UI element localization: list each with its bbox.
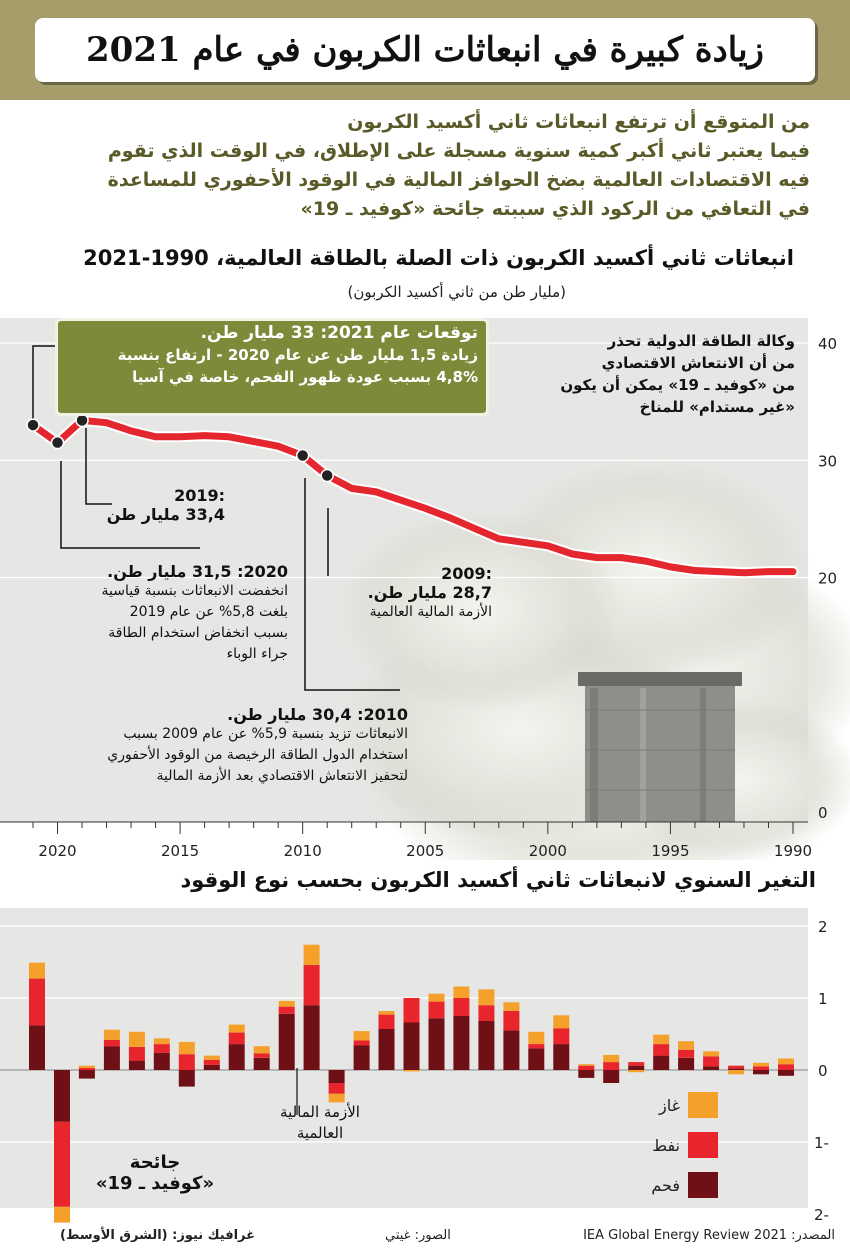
chart1-x-tick-label: 2005: [406, 842, 445, 860]
footer-graphic: غرافيك نيوز: (الشرق الأوسط): [60, 1228, 256, 1243]
bar-2017: [129, 1032, 145, 1047]
bar-1997: [628, 1062, 644, 1066]
legend-swatch: [688, 1172, 718, 1198]
bar-2019: [79, 1066, 95, 1068]
bar-2011: [279, 1014, 295, 1070]
bar-2005: [429, 994, 445, 1002]
chart1-y-tick-label: 40: [818, 335, 838, 353]
bar-1995: [678, 1050, 694, 1058]
annotation-2010: [30, 705, 408, 787]
bar-2010: [304, 965, 320, 1005]
bar-1993: [728, 1069, 744, 1070]
bar-1993: [728, 1066, 744, 1069]
chart1-point-2010: [297, 450, 309, 462]
iea-note-line: من «كوفيد ـ 19» يمكن أن يكون: [560, 376, 795, 394]
bar-2003: [478, 989, 494, 1005]
chart1-point-2009: [321, 469, 333, 481]
bar-1998: [603, 1070, 619, 1083]
chart1-y-tick-label: 30: [818, 452, 838, 471]
bar-2006: [404, 998, 420, 1023]
smokestack-illustration: [578, 672, 742, 822]
annotation-2019: [100, 486, 225, 524]
chart1-subtitle: (مليار طن من ثاني أكسيد الكربون): [347, 283, 566, 301]
bar-2017: [129, 1061, 145, 1070]
annotation-financial-crisis: [250, 1102, 390, 1144]
bar-2021: [29, 1025, 45, 1070]
chart1-point-2020: [52, 437, 64, 449]
bar-2015: [179, 1054, 195, 1070]
bar-2009: [329, 1070, 345, 1083]
bar-2013: [229, 1044, 245, 1070]
chart1-point-2021: [27, 419, 39, 431]
legend-label: نفط: [652, 1136, 680, 1155]
bar-2004: [453, 1016, 469, 1070]
bar-2010: [304, 1005, 320, 1070]
bar-1991: [778, 1059, 794, 1065]
bar-2004: [453, 987, 469, 999]
bar-2017: [129, 1047, 145, 1061]
chart1-x-tick-label: 1995: [651, 842, 690, 860]
bar-2016: [154, 1053, 170, 1070]
bar-2000: [553, 1044, 569, 1070]
bar-2006: [404, 1023, 420, 1071]
bar-1993: [728, 1070, 744, 1074]
annotation-2019-head: :2019: [174, 486, 225, 505]
bar-2002: [503, 1030, 519, 1070]
bar-1998: [603, 1055, 619, 1062]
bar-2019: [79, 1070, 95, 1079]
footer-source: المصدر: IEA Global Energy Review 2021: [583, 1228, 835, 1243]
bar-2013: [229, 1025, 245, 1033]
bar-2018: [104, 1030, 120, 1040]
annotation-covid: [80, 1152, 230, 1194]
chart2-y-tick-label: 1-: [814, 1134, 829, 1152]
annotation-2020-line: بلغت 5,8% عن عام 2019: [129, 604, 288, 620]
chart1-point-2019: [76, 414, 88, 426]
callout-2021-line: توقعات عام 2021: 33 مليار طن.: [200, 323, 478, 343]
legend-swatch: [688, 1132, 718, 1158]
bar-2007: [379, 1029, 395, 1070]
annotation-2009-head: :2009: [441, 564, 492, 583]
bar-2005: [429, 1002, 445, 1019]
bar-2015: [179, 1042, 195, 1054]
annotation-2009-note: الأزمة المالية العالمية: [369, 604, 492, 620]
bar-1992: [753, 1066, 769, 1070]
crisis-line: الأزمة المالية: [280, 1103, 360, 1121]
legend-label: غاز: [659, 1096, 680, 1115]
chart1-x-tick-label: 2000: [528, 842, 567, 860]
bar-2016: [154, 1044, 170, 1053]
bar-1996: [653, 1044, 669, 1056]
bar-2021: [29, 979, 45, 1026]
bar-2003: [478, 1021, 494, 1070]
chart2-title: التغير السنوي لانبعاثات ثاني أكسيد الكربون بحسب نوع الوقود: [180, 868, 816, 892]
annotation-2020: [60, 562, 288, 665]
annotation-2010-line: لتحفيز الانتعاش الاقتصادي بعد الأزمة المالية: [156, 768, 408, 784]
chart2-y-tick-label: 0: [818, 1062, 828, 1080]
bar-1999: [578, 1070, 594, 1078]
page-title: زيادة كبيرة في انبعاثات الكربون في عام 2021: [86, 30, 764, 70]
bar-1994: [703, 1056, 719, 1066]
bar-1991: [778, 1070, 794, 1076]
bar-2020: [54, 1070, 70, 1122]
bar-2004: [453, 998, 469, 1016]
intro-line: من المتوقع أن ترتفع انبعاثات ثاني أكسيد الكربون: [347, 111, 810, 133]
intro-line: فيما يعتبر ثاني أكبر كمية سنوية مسجلة على الإطلاق، في الوقت الذي تقوم: [107, 140, 810, 162]
bar-2015: [179, 1070, 195, 1087]
annotation-2010-line: الانبعاثات تزيد بنسبة 5,9% عن عام 2009 بسبب: [123, 726, 408, 742]
bar-2012: [254, 1058, 270, 1070]
bar-2002: [503, 1011, 519, 1030]
bar-2001: [528, 1044, 544, 1048]
bar-2014: [204, 1056, 220, 1060]
bar-2001: [528, 1032, 544, 1044]
bar-2003: [478, 1005, 494, 1021]
chart1-x-tick-label: 2010: [283, 842, 322, 860]
chart1-x-tick-label: 2015: [161, 842, 200, 860]
annotation-2010-head: 2010: 30,4 مليار طن.: [227, 705, 408, 724]
bar-2005: [429, 1018, 445, 1070]
bar-2021: [29, 963, 45, 979]
bar-1992: [753, 1070, 769, 1074]
bar-2011: [279, 1001, 295, 1007]
annotation-2009-value: 28,7 مليار طن.: [367, 583, 492, 602]
bar-2012: [254, 1053, 270, 1057]
intro-line: فيه الاقتصادات العالمية بضخ الحوافز المالية في الوقود الأحفوري للمساعدة: [107, 169, 810, 191]
callout-2021-text: [58, 322, 478, 388]
chart2-y-ticks: [814, 918, 829, 1224]
callout-2021-line: 4,8% بسبب عودة ظهور الفحم، خاصة في آسيا: [132, 368, 478, 386]
bar-2018: [104, 1040, 120, 1047]
bar-2000: [553, 1015, 569, 1028]
bar-1996: [653, 1056, 669, 1070]
intro-line: في التعافي من الركود الذي سببته جائحة «كوفيد ـ 19»: [300, 198, 810, 220]
annotation-2020-line: انخفضت الانبعاثات بنسبة قياسية: [101, 583, 288, 599]
chart1-x-tick-label: 2020: [38, 842, 77, 860]
legend-swatch: [688, 1092, 718, 1118]
footer: [0, 1225, 850, 1249]
bar-2008: [354, 1041, 370, 1046]
footer-photos: الصور: غيتي: [385, 1228, 451, 1243]
bar-1995: [678, 1058, 694, 1070]
callout-2021-line: زيادة 1,5 مليار طن عن عام 2020 - ارتفاع بنسبة: [117, 346, 478, 364]
annotation-2020-line: جراء الوباء: [226, 646, 288, 662]
bar-1999: [578, 1064, 594, 1065]
annotation-2010-line: استخدام الدول الطاقة الرخيصة من الوقود الأحفوري: [107, 747, 408, 763]
chart1-y-tick-label: 0: [818, 804, 828, 822]
legend-label: فحم: [651, 1176, 680, 1195]
bar-2008: [354, 1046, 370, 1071]
annotation-2020-head: 2020: 31,5 مليار طن.: [107, 562, 288, 581]
annotation-2009: [320, 564, 492, 623]
bar-1998: [603, 1062, 619, 1070]
iea-warning-note: [560, 330, 795, 418]
bar-2014: [204, 1060, 220, 1065]
annotation-2019-body: 33,4 مليار طن: [106, 505, 225, 524]
bar-2010: [304, 945, 320, 965]
chart2-y-tick-label: 2: [818, 918, 828, 936]
bar-1997: [628, 1070, 644, 1072]
chart1-x-tick-label: 1990: [773, 842, 813, 860]
iea-note-line: وكالة الطاقة الدولية تحذر: [607, 332, 795, 350]
covid-line: «كوفيد ـ 19»: [95, 1173, 215, 1194]
iea-note-line: من أن الانتعاش الاقتصادي: [601, 354, 795, 372]
annotation-2020-line: بسبب انخفاض استخدام الطاقة: [108, 625, 288, 641]
bar-2014: [204, 1065, 220, 1070]
bar-2001: [528, 1048, 544, 1070]
bar-2020: [54, 1122, 70, 1207]
bar-2016: [154, 1038, 170, 1044]
bar-2008: [354, 1031, 370, 1040]
bar-2013: [229, 1033, 245, 1045]
bar-2007: [379, 1011, 395, 1015]
bar-2002: [503, 1002, 519, 1011]
bar-2009: [329, 1083, 345, 1094]
bar-1992: [753, 1063, 769, 1067]
bar-2012: [254, 1046, 270, 1053]
chart1-y-tick-label: 20: [818, 569, 838, 588]
bar-1999: [578, 1066, 594, 1070]
bar-1995: [678, 1041, 694, 1050]
chart2-y-tick-label: 1: [818, 990, 828, 1008]
intro-paragraph: [20, 108, 810, 224]
crisis-line: العالمية: [296, 1124, 344, 1142]
bar-1996: [653, 1035, 669, 1044]
iea-note-line: «غير مستدام» للمناخ: [639, 398, 795, 416]
bar-2011: [279, 1007, 295, 1014]
bar-2020: [54, 1207, 70, 1223]
chart2-y-tick-label: 2-: [814, 1206, 829, 1224]
bar-1991: [778, 1064, 794, 1070]
bar-1997: [628, 1066, 644, 1070]
bar-2019: [79, 1068, 95, 1070]
bar-2007: [379, 1015, 395, 1029]
bar-2000: [553, 1028, 569, 1044]
bar-1994: [703, 1066, 719, 1070]
covid-line: جائحة: [129, 1152, 181, 1173]
bar-1994: [703, 1051, 719, 1056]
bar-2018: [104, 1046, 120, 1070]
bar-2006: [404, 1070, 420, 1071]
chart1-title: انبعاثات ثاني أكسيد الكربون ذات الصلة بالطاقة العالمية، 1990-2021: [83, 246, 794, 270]
